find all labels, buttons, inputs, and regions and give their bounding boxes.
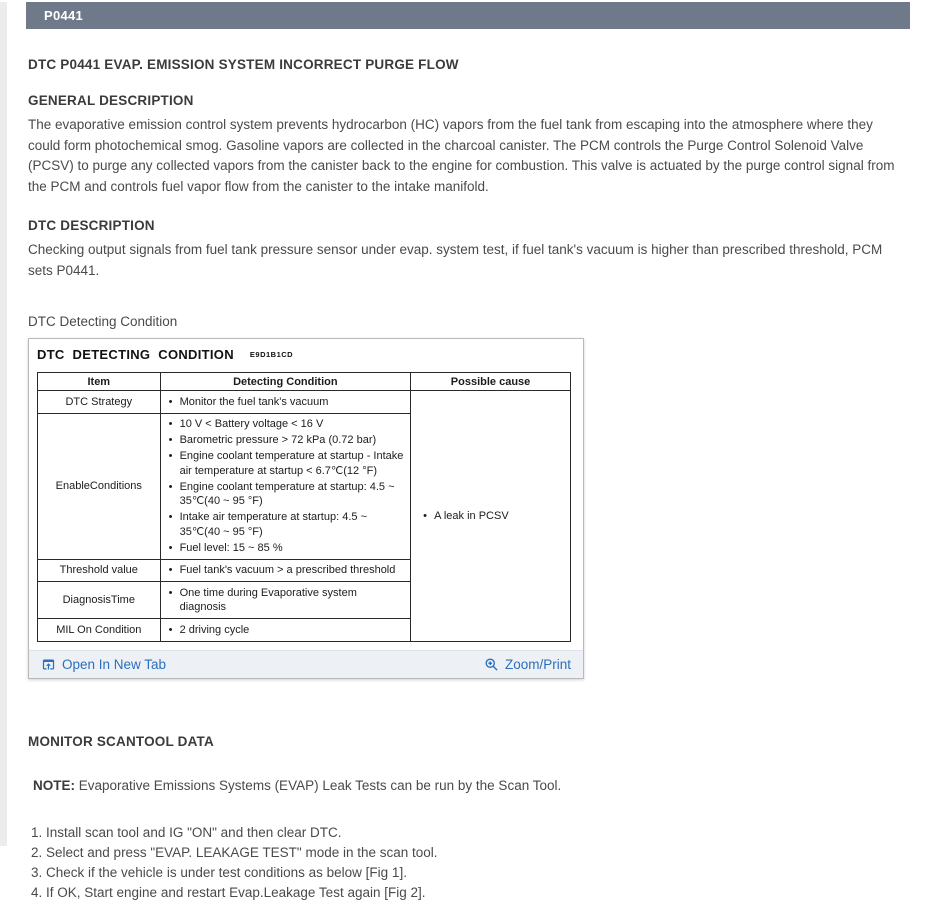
header-item: Item xyxy=(38,373,161,391)
condition-item: • 2 driving cycle xyxy=(167,623,407,638)
row-item-label: EnableConditions xyxy=(38,413,161,559)
possible-cause-item: • A leak in PCSV xyxy=(421,509,566,524)
note-text: Evaporative Emissions Systems (EVAP) Leak Tests can be run by the Scan Tool. xyxy=(75,777,562,793)
detecting-condition-table xyxy=(37,372,571,642)
zoom-plus-icon xyxy=(484,657,499,672)
panel-footer xyxy=(29,650,583,678)
open-in-new-tab-link[interactable] xyxy=(41,657,166,672)
condition-item: • Intake air temperature at startup: 4.5 ~ 35℃(40 ~ 95 °F) xyxy=(167,510,407,539)
step-item: 3. Check if the vehicle is under test conditions as below [Fig 1]. xyxy=(31,865,407,880)
condition-item: • One time during Evaporative system diagnosis xyxy=(167,586,407,615)
note-label: NOTE: xyxy=(33,777,75,793)
header-detecting-condition: Detecting Condition xyxy=(160,373,411,391)
condition-item: • 10 V < Battery voltage < 16 V xyxy=(167,417,407,432)
note-line xyxy=(33,776,904,797)
dtc-description-text: Checking output signals from fuel tank pressure sensor under evap. system test, if fuel tank's vacuum is higher than prescribed threshold, PCM sets P0441. xyxy=(28,242,883,278)
condition-item: • Fuel level: 15 ~ 85 % xyxy=(167,541,407,556)
row-item-label: Threshold value xyxy=(38,559,161,582)
figure-label: DTC Detecting Condition xyxy=(28,314,178,329)
row-item-label: DiagnosisTime xyxy=(38,582,161,619)
dtc-code-label: P0441 xyxy=(44,8,84,23)
dtc-detecting-condition-panel xyxy=(28,338,584,679)
scan-title-text: DTC DETECTING CONDITION xyxy=(37,347,234,362)
condition-item: • Monitor the fuel tank's vacuum xyxy=(167,395,407,410)
step-item: 1. Install scan tool and IG "ON" and then clear DTC. xyxy=(31,825,342,840)
table-row xyxy=(38,391,571,414)
document-body xyxy=(0,57,926,903)
step-item: 4. If OK, Start engine and restart Evap.Leakage Test again [Fig 2]. xyxy=(31,885,426,900)
condition-item: • Engine coolant temperature at startup - Intake air temperature at startup < 6.7℃(12 °F) xyxy=(167,449,407,478)
scan-code: E9D1B1CD xyxy=(249,350,294,359)
general-description-heading: GENERAL DESCRIPTION xyxy=(28,93,194,108)
open-in-new-icon xyxy=(41,657,56,672)
page-title: DTC P0441 EVAP. EMISSION SYSTEM INCORRECT PURGE FLOW xyxy=(28,57,459,72)
zoom-print-link[interactable] xyxy=(484,657,571,672)
condition-item: • Fuel tank's vacuum > a prescribed threshold xyxy=(167,563,407,578)
condition-item: • Engine coolant temperature at startup: 4.5 ~ 35℃(40 ~ 95 °F) xyxy=(167,480,407,509)
row-item-label: DTC Strategy xyxy=(38,391,161,414)
scan-title xyxy=(37,347,573,362)
header-possible-cause: Possible cause xyxy=(411,373,571,391)
zoom-print-label: Zoom/Print xyxy=(504,656,571,672)
general-description-text: The evaporative emission control system prevents hydrocarbon (HC) vapors from the fuel tank from escaping into the atmosphere where they could form photochemical smog. Gasoline vapors are collected in the charcoal canister. The PCM controls the Purge Control Solenoid Valve (PCSV) to purge any collected vapors from the canister back to the engine for combustion. This valve is actuated by the purge control signal from the PCM and controls fuel vapor flow from the canister to the intake manifold. xyxy=(28,117,895,194)
dtc-header-bar xyxy=(26,2,910,29)
step-item: 2. Select and press "EVAP. LEAKAGE TEST" mode in the scan tool. xyxy=(31,845,438,860)
open-in-new-tab-label: Open In New Tab xyxy=(62,656,167,672)
scanned-table-image xyxy=(29,339,583,650)
dtc-description-heading: DTC DESCRIPTION xyxy=(28,218,155,233)
procedure-steps xyxy=(31,823,904,903)
row-item-label: MIL On Condition xyxy=(38,619,161,642)
condition-item: • Barometric pressure > 72 kPa (0.72 bar) xyxy=(167,433,407,448)
table-header-row xyxy=(38,373,571,391)
left-gutter xyxy=(0,2,7,846)
monitor-scantool-heading: MONITOR SCANTOOL DATA xyxy=(28,733,214,749)
